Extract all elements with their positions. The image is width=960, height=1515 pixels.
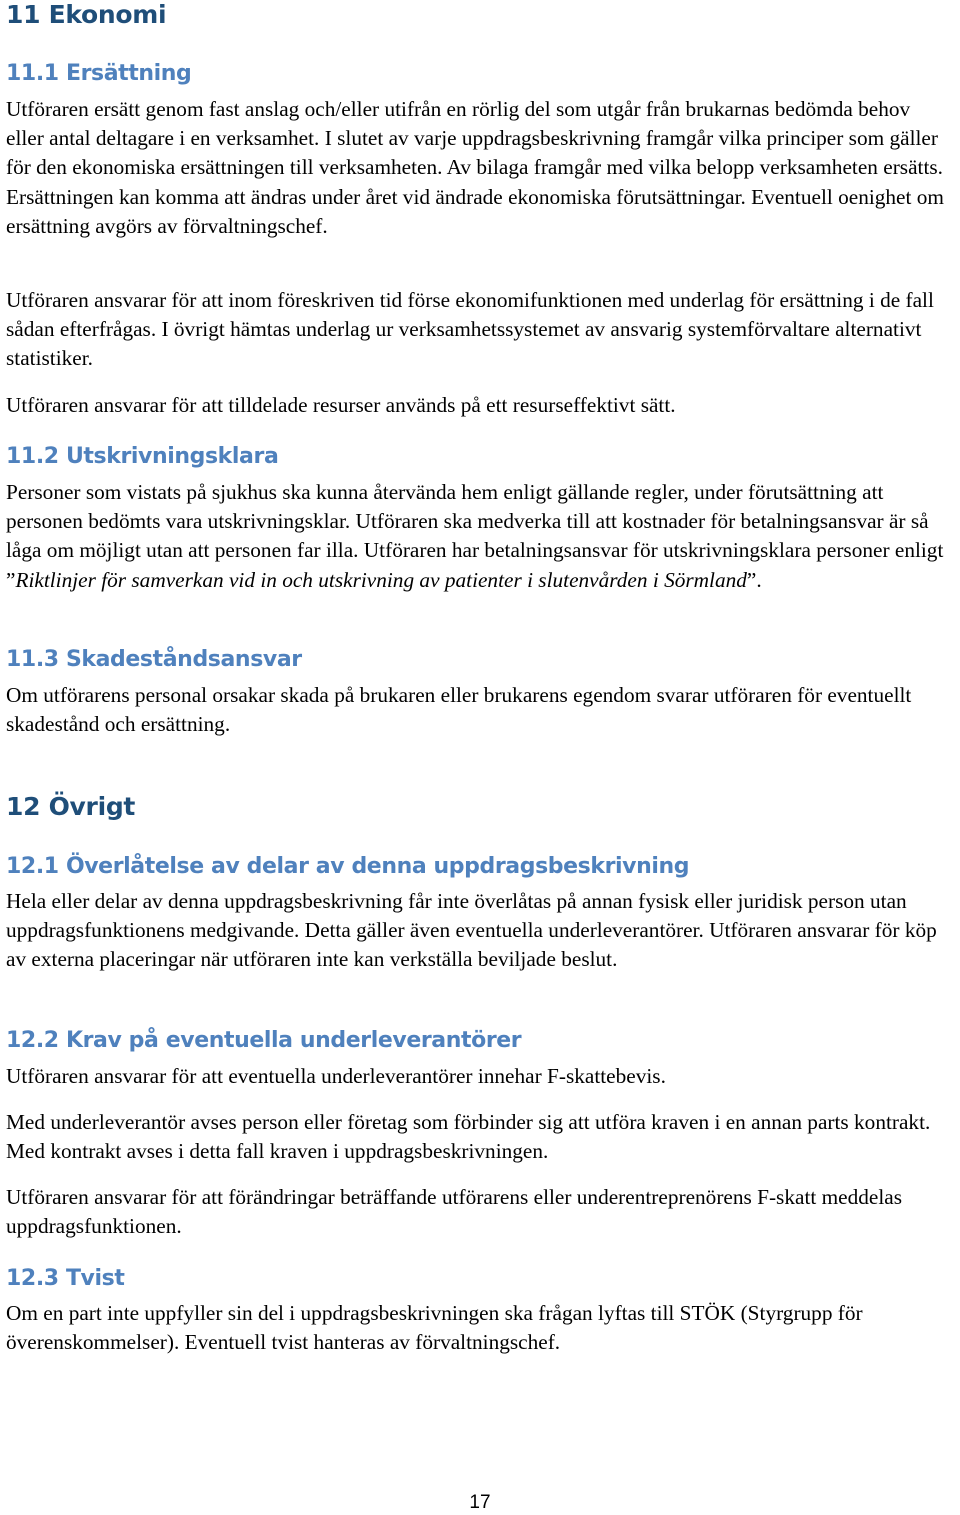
paragraph-11-1-b [6,286,936,374]
paragraph-12-3 [6,1299,906,1357]
paragraph: Utföraren ansvarar för att förändringar beträffande utförarens eller underentreprenörens F-skatt meddelas uppdragsfunktionen. [6,1185,903,1239]
subsection-title: 12.1 Överlåtelse av delar av denna uppdragsbeskrivning [6,854,690,879]
paragraph: Utföraren ansvarar för att eventuella underleverantörer innehar F-skattebevis. [6,1064,666,1088]
paragraph: Utföraren ansvarar för att inom föreskriven tid förse ekonomifunktionen med underlag för ersättning i de fall sådan efterfrågas. I övrigt hämtas underlag ur verksamhetssystemet av ansvarig systemförvaltare alternativt statistiker. [6,288,934,371]
paragraph-11-2 [6,478,946,595]
guideline-title: Riktlinjer för samverkan vid in och utskrivning av patienter i slutenvården i Sörmland [15,567,747,592]
heading-11-2 [6,443,278,471]
heading-12 [6,792,135,822]
paragraph-11-1-c [6,391,946,420]
paragraph: Om en part inte uppfyller sin del i uppdragsbeskrivningen ska frågan lyftas till STÖK (Styrgrupp för överenskommelser). Eventuell tvist hanteras av förvaltningschef. [6,1301,863,1355]
paragraph-11-1-a [6,95,946,241]
paragraph: Utföraren ersätt genom fast anslag och/eller utifrån en rörlig del som utgår från brukarnas bedömda behov eller antal deltagare i en verksamhet. I slutet av varje uppdragsbeskrivning framgår vilka principer som gäller för den ekonomiska ersättningen till verksamheten. Av bilaga framgår med vilka belopp verksamheten ersätts. Ersättningen kan komma att ändras under året vid ändrade ekonomiska förutsättningar. Eventuell oenighet om ersättning avgörs av förvaltningschef. [6,97,944,238]
heading-12-2 [6,1027,521,1055]
section-title: 11 Ekonomi [6,0,167,29]
paragraph-12-2-a [6,1062,946,1091]
paragraph-text: Personer som vistats på sjukhus ska kunna återvända hem enligt gällande regler, under förutsättning att personen bedömts vara utskrivningsklar. Utföraren ska medverka till att kostnader för betalningsansvar är så låga om möjligt utan att personen far illa. Utföraren har betalningsansvar för utskrivningsklara personer enligt ” [6,480,944,592]
subsection-title: 11.3 Skadeståndsansvar [6,647,302,672]
heading-12-3 [6,1265,124,1293]
paragraph: Utföraren ansvarar för att tilldelade resurser används på ett resurseffektivt sätt. [6,393,676,417]
paragraph-12-2-c [6,1183,926,1241]
paragraph-text-end: ”. [746,567,762,592]
paragraph-12-2-b [6,1108,951,1166]
heading-12-1 [6,853,689,881]
paragraph: Med underleverantör avses person eller företag som förbinder sig att utföra kraven i en annan parts kontrakt. Med kontrakt avses i detta fall kraven i uppdragsbeskrivningen. [6,1110,931,1164]
subsection-title: 12.2 Krav på eventuella underleverantörer [6,1028,522,1053]
page-number: 17 [469,1492,491,1513]
paragraph: Om utförarens personal orsakar skada på brukaren eller brukarens egendom svarar utföraren för eventuellt skadestånd och ersättning. [6,683,912,737]
heading-11 [6,0,166,30]
section-title: 12 Övrigt [6,792,136,821]
subsection-title: 11.2 Utskrivningsklara [6,444,279,469]
subsection-title: 11.1 Ersättning [6,61,192,86]
paragraph: Hela eller delar av denna uppdragsbeskrivning får inte överlåtas på annan fysisk eller juridisk person utan uppdragsfunktionens medgivande. Detta gäller även eventuella underleverantörer. Utföraren ansvarar för köp av externa placeringar när utföraren inte kan verkställa beviljade beslut. [6,889,937,972]
paragraph-12-1 [6,887,960,975]
heading-11-3 [6,646,302,674]
paragraph-11-3 [6,681,951,739]
paragraph [6,478,946,595]
heading-11-1 [6,60,191,88]
subsection-title: 12.3 Tvist [6,1266,125,1291]
